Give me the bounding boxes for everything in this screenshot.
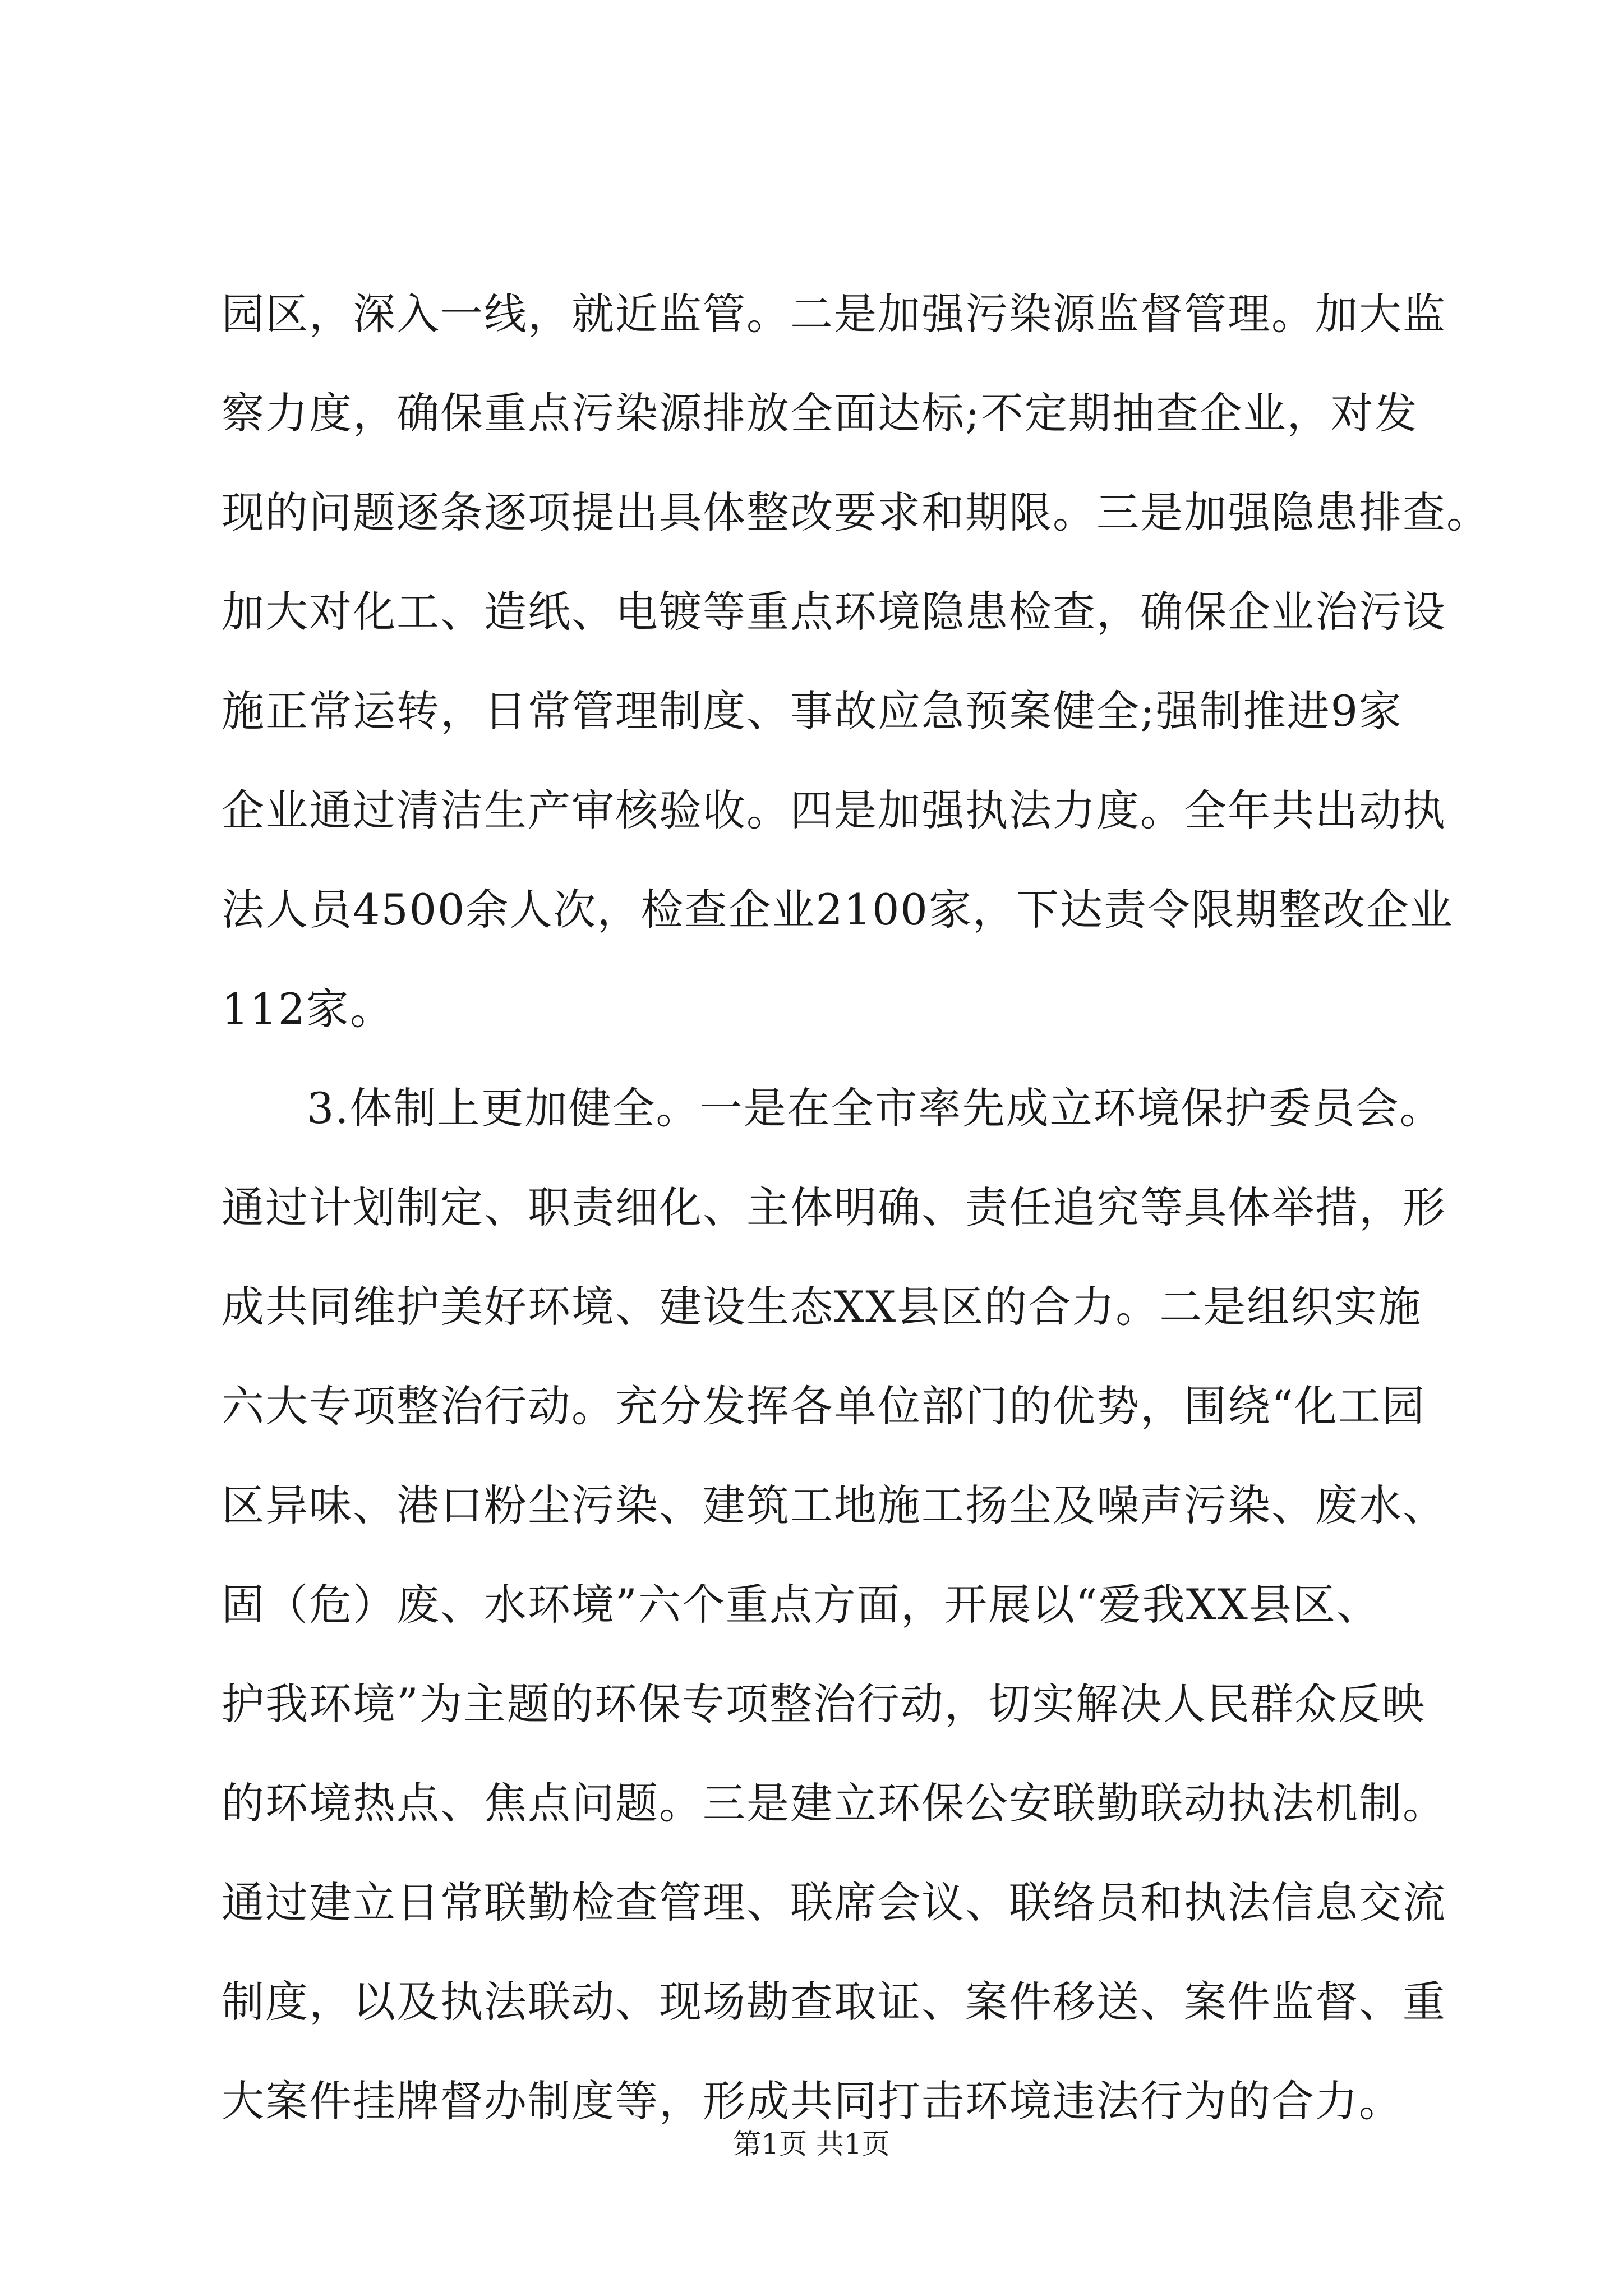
paragraph-start-line: 3.体制上更加健全。一是在全市率先成立环境保护委员会。 (307, 1083, 1444, 1133)
text-line: 护我环境”为主题的环保专项整治行动，切实解决人民群众反映 (222, 1679, 1426, 1729)
text-line: 施正常运转，日常管理制度、事故应急预案健全;强制推进9家 (222, 686, 1403, 736)
text-line: 加大对化工、造纸、电镀等重点环境隐患检查，确保企业治污设 (222, 587, 1446, 637)
text-line: 通过计划制定、职责细化、主体明确、责任追究等具体举措，形 (222, 1182, 1446, 1232)
text-line: 通过建立日常联勤检查管理、联席会议、联络员和执法信息交流 (222, 1878, 1446, 1927)
text-line: 制度，以及执法联动、现场勘查取证、案件移送、案件监督、重 (222, 1977, 1446, 2027)
page-footer (0, 2126, 1623, 2162)
text-line: 企业通过清洁生产审核验收。四是加强执法力度。全年共出动执 (222, 785, 1446, 835)
text-line: 区异味、港口粉尘污染、建筑工地施工扬尘及噪声污染、废水、 (222, 1480, 1446, 1530)
text-line: 现的问题逐条逐项提出具体整改要求和期限。三是加强隐患排查。 (222, 487, 1490, 537)
text-line: 大案件挂牌督办制度等，形成共同打击环境违法行为的合力。 (222, 2076, 1403, 2126)
text-line: 112家。 (222, 984, 394, 1034)
text-line: 法人员4500余人次，检查企业2100家，下达责令限期整改企业 (222, 885, 1454, 935)
body-text (222, 287, 1490, 2174)
text-line: 固（危）废、水环境”六个重点方面，开展以“爱我XX县区、 (222, 1580, 1380, 1630)
page-number-label: 第1页 共1页 (733, 2128, 890, 2160)
text-line: 成共同维护美好环境、建设生态XX县区的合力。二是组织实施 (222, 1282, 1422, 1332)
text-line: 六大专项整治行动。充分发挥各单位部门的优势，围绕“化工园 (222, 1381, 1426, 1431)
text-line: 的环境热点、焦点问题。三是建立环保公安联勤联动执法机制。 (222, 1778, 1446, 1828)
text-line: 园区，深入一线，就近监管。二是加强污染源监督管理。加大监 (222, 289, 1446, 339)
text-line: 察力度，确保重点污染源排放全面达标;不定期抽查企业，对发 (222, 388, 1418, 438)
